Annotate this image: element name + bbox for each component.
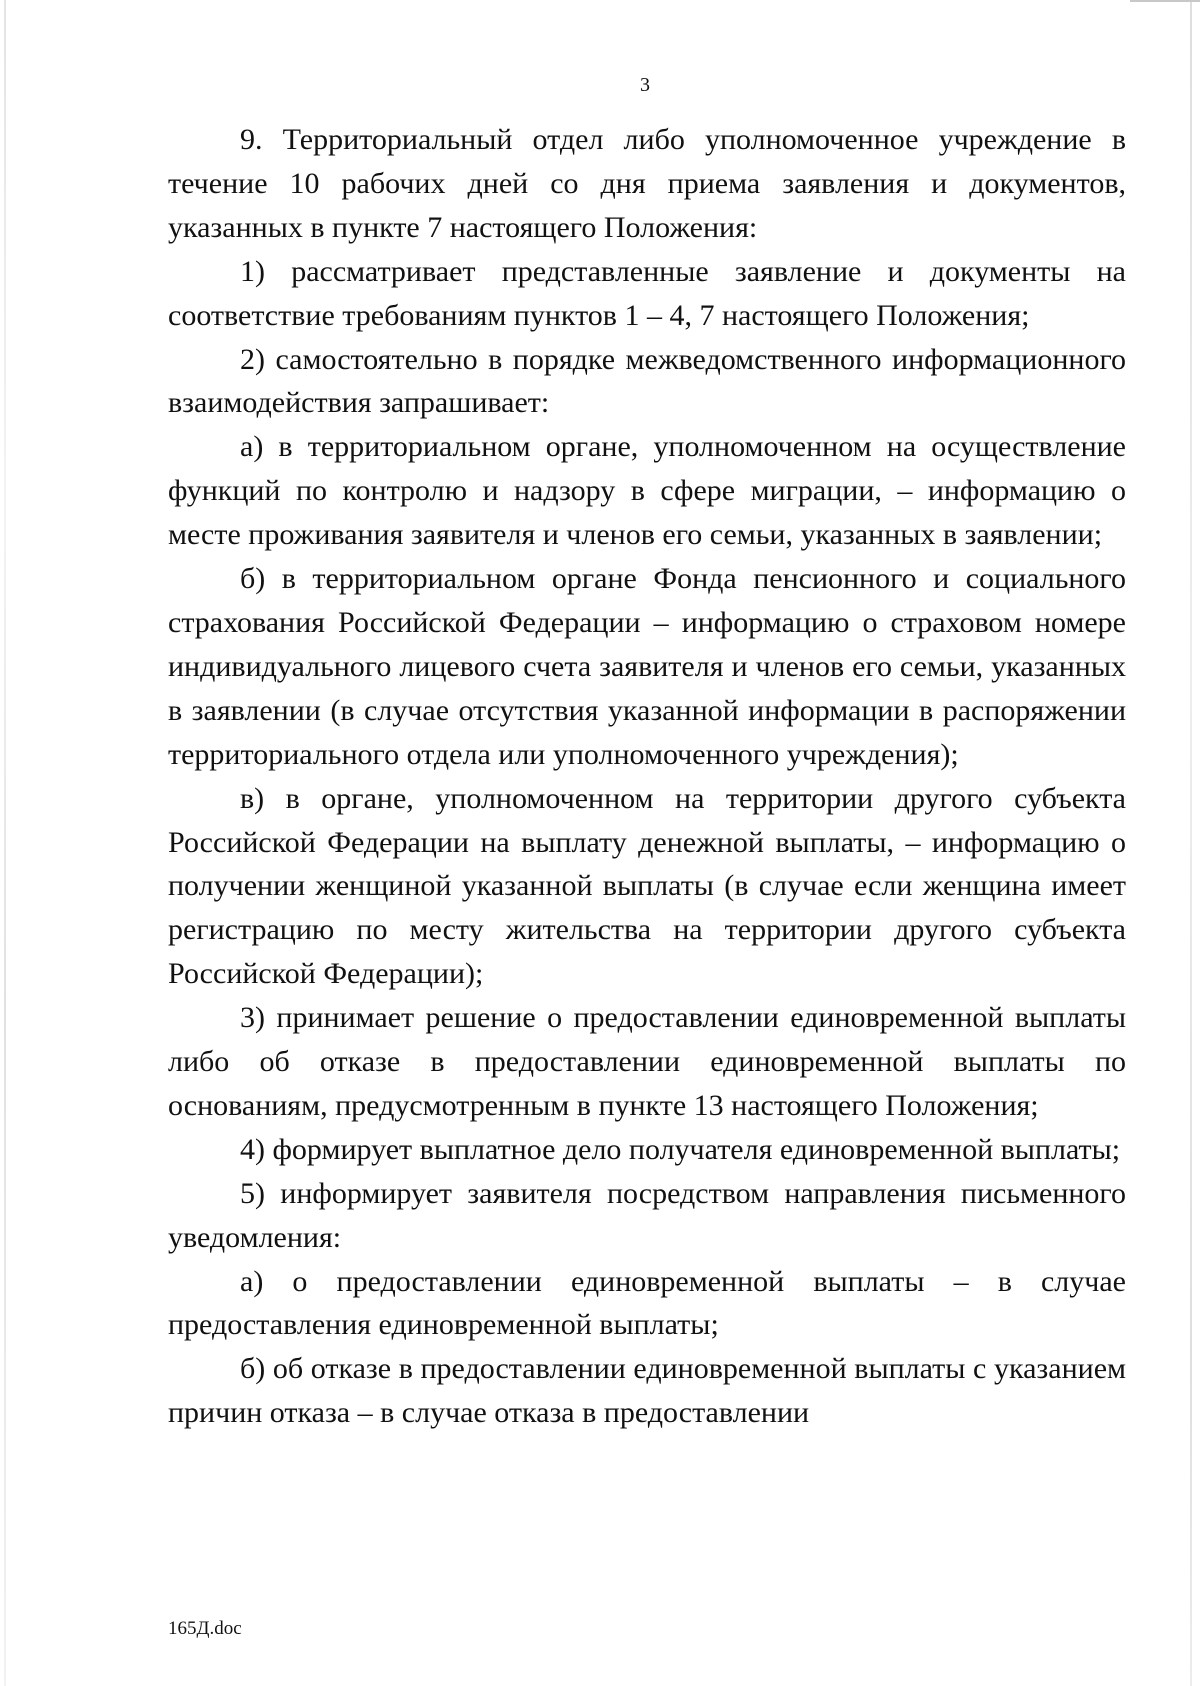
paragraph-subitem-4: 4) формирует выплатное дело получателя единовременной выплаты; <box>240 1132 1121 1166</box>
paragraph-subitem-5a: а) о предоставлении единовременной выплаты – в случае предоставления единовременной выплаты; <box>168 1264 1126 1342</box>
paragraph-subitem-2b: б) в территориальном органе Фонда пенсионного и социального страхования Российской Федерации – информацию о страховом номере индивидуального лицевого счета заявителя и членов его семьи, указанных в заявлении (в случае отсутствия указанной информации в распоряжении территориального отдела или уполномоченного учреждения); <box>168 562 1126 771</box>
scan-corner-mark <box>1130 0 1200 2</box>
footer-filename: 165Д.doc <box>168 1618 242 1639</box>
paragraph-item-9: 9. Территориальный отдел либо уполномоченное учреждение в течение 10 рабочих дней со дня приема заявления и документов, указанных в пункте 7 настоящего Положения: <box>168 123 1126 244</box>
paragraph-subitem-2: 2) самостоятельно в порядке межведомственного информационного взаимодействия запрашивает: <box>168 342 1126 420</box>
paragraph-subitem-2a: а) в территориальном органе, уполномоченном на осуществление функций по контролю и надзору в сфере миграции, – информацию о месте проживания заявителя и членов его семьи, указанных в заявлении; <box>168 430 1126 552</box>
paragraph-subitem-1: 1) рассматривает представленные заявление и документы на соответствие требованиям пунктов 1 – 4, 7 настоящего Положения; <box>168 254 1126 332</box>
paragraph-subitem-5: 5) информирует заявителя посредством направления письменного уведомления: <box>168 1176 1126 1254</box>
document-body <box>168 118 1126 1435</box>
paragraph-subitem-2v: в) в органе, уполномоченном на территории другого субъекта Российской Федерации на выплату денежной выплаты, – информацию о получении женщиной указанной выплаты (в случае если женщина имеет регистрацию по месту жительства на территории другого субъекта Российской Федерации); <box>168 781 1126 991</box>
paragraph-subitem-3: 3) принимает решение о предоставлении единовременной выплаты либо об отказе в предоставлении единовременной выплаты по основаниям, предусмотренным в пункте 13 настоящего Положения; <box>168 1001 1126 1122</box>
page-number: 3 <box>640 74 650 96</box>
paragraph-subitem-5b: б) об отказе в предоставлении единовременной выплаты с указанием причин отказа – в случае отказа в предоставлении <box>168 1352 1126 1430</box>
scan-edge-left <box>4 0 6 1686</box>
scan-edge-right <box>1190 0 1192 1686</box>
